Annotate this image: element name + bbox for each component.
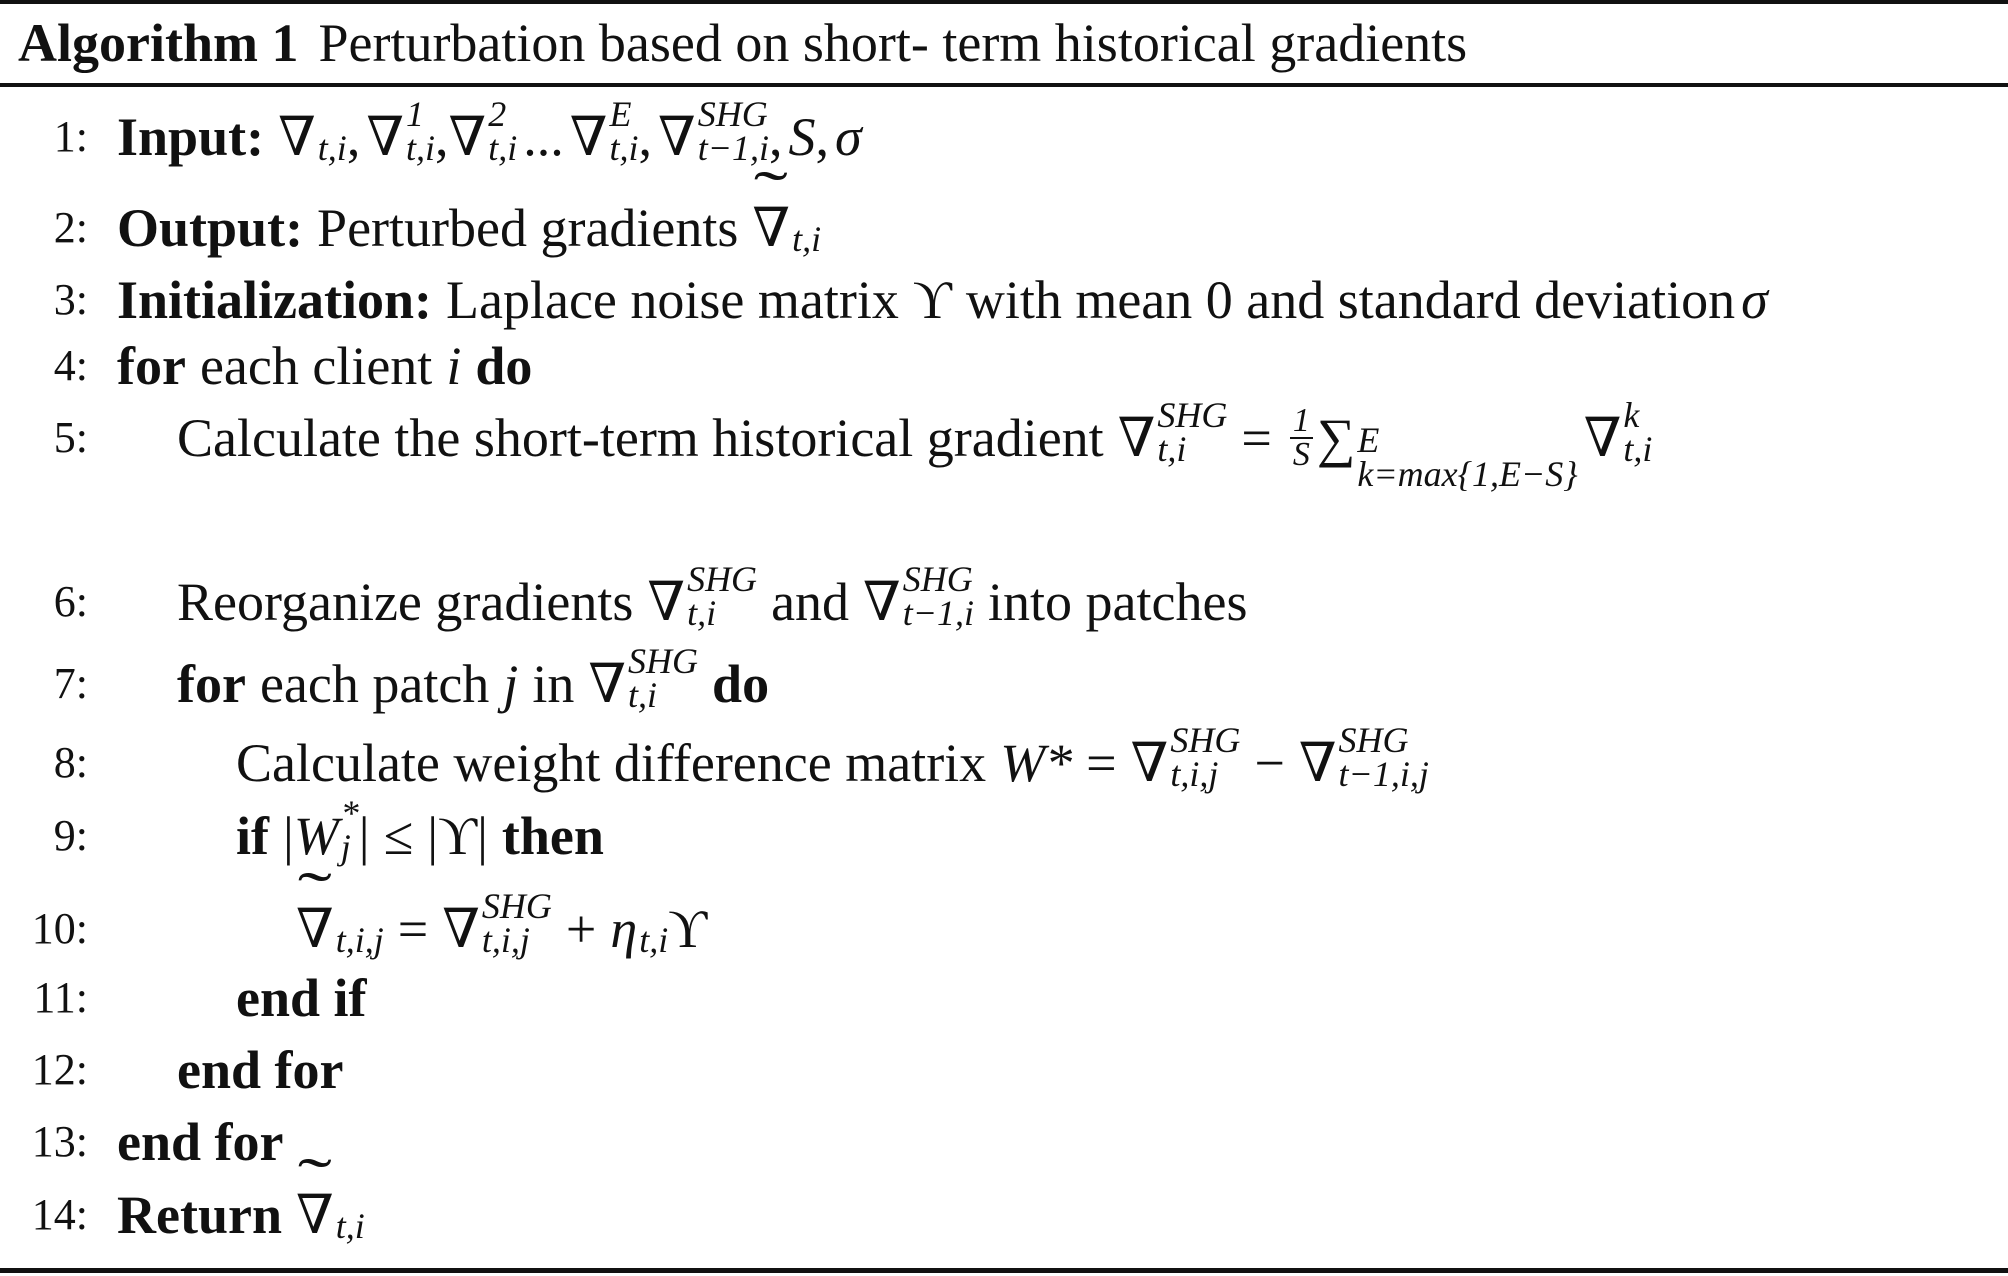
line-number: 10:	[31, 904, 88, 953]
line-content: if | W * j | ≤ |ϒ| then	[236, 800, 604, 872]
line-number: 8:	[53, 738, 88, 787]
line-content: end if	[236, 968, 367, 1028]
output-keyword: Output:	[117, 198, 304, 258]
bottom-rule	[0, 1268, 2008, 1273]
perturbed-gradient-symbol: ˜ ∇ t,i	[752, 192, 821, 264]
input-keyword: Input:	[117, 107, 265, 167]
line-content: Calculate the short-term historical gradient ∇ SHG t,i = $\frac{1}{S}$ ∑ E k=max{1,E−S} ∇ k t,i	[177, 395, 1653, 494]
line-number: 12:	[31, 1045, 88, 1094]
eta-symbol: η t,i	[610, 899, 669, 960]
line-number: 1:	[53, 112, 88, 161]
line-content: end for	[117, 1112, 284, 1172]
line-content: Reorganize gradients ∇ SHG t,i and ∇ SHG t−1,i into patches	[177, 566, 1247, 638]
line-content: for each client i do	[117, 336, 533, 396]
shg-gradient-symbol: ∇ SHG t,i,j	[442, 886, 552, 960]
algorithm-title: Perturbation based on short- term historical gradients	[318, 13, 1468, 73]
gradient-symbol: ∇ E t,i	[569, 94, 639, 168]
line-number: 4:	[53, 341, 88, 390]
line-number: 9:	[53, 811, 88, 860]
line-content: Output: Perturbed gradients ˜ ∇ t,i	[117, 192, 821, 264]
algorithm-line-7	[0, 641, 2008, 720]
algorithm-line-2	[0, 192, 2008, 264]
algorithm-line-8	[0, 720, 2008, 799]
line-number: 2:	[53, 203, 88, 252]
line-number: 13:	[31, 1117, 88, 1166]
algorithm-line-14	[0, 1179, 2008, 1251]
weight-diff-symbol: W * j	[293, 793, 359, 867]
shg-gradient-symbol: ∇ SHG t−1,i	[863, 559, 975, 633]
gradient-symbol: ∇ 1 t,i	[366, 94, 436, 168]
line-content: Return ˜ ∇ t,i	[117, 1179, 365, 1251]
algorithm-caption	[18, 6, 1467, 80]
line-number: 5:	[53, 413, 88, 462]
shg-gradient-symbol: ∇ SHG t,i	[588, 641, 699, 715]
gradient-symbol: ∇ t,i	[278, 107, 347, 168]
gradient-symbol: ∇ k t,i	[1583, 395, 1653, 469]
initialization-keyword: Initialization:	[117, 270, 433, 330]
gradient-symbol: ∇ SHG t−1,i	[658, 94, 770, 168]
algorithm-line-6	[0, 559, 2008, 638]
shg-gradient-symbol: ∇ SHG t,i	[1117, 395, 1228, 469]
shg-gradient-symbol: ∇ SHG t−1,i,j	[1298, 720, 1429, 794]
algorithm-line-3	[0, 264, 2008, 336]
line-number: 7:	[53, 659, 88, 708]
line-number: 3:	[53, 275, 88, 324]
algorithm-line-10	[0, 886, 2008, 965]
top-rule	[0, 0, 2008, 4]
algorithm-line-4	[0, 330, 2008, 402]
perturbed-gradient-symbol: ˜ ∇ t,i,j	[296, 893, 384, 965]
algorithm-line-11	[0, 962, 2008, 1034]
line-number: 11:	[33, 973, 88, 1022]
caption-rule	[0, 83, 2008, 87]
line-content: for each patch j in ∇ SHG t,i do	[177, 648, 769, 720]
line-content: Input: ∇ t,i , ∇ 1 t,i , ∇ 2 t,i ... ∇ E t,i , ∇ SHG t−1,i , S, σ	[117, 101, 862, 173]
algorithm-line-12	[0, 1034, 2008, 1106]
line-content: Initialization: Laplace noise matrix ϒ with mean 0 and standard deviation σ	[117, 270, 1768, 330]
line-number: 14:	[31, 1190, 88, 1239]
line-content: end for	[177, 1040, 344, 1100]
shg-gradient-symbol: ∇ SHG t,i,j	[1130, 720, 1241, 794]
line-content: ˜ ∇ t,i,j = ∇ SHG t,i,j + η t,i ϒ	[296, 893, 707, 965]
algorithm-line-5	[0, 395, 2008, 494]
line-content: Calculate weight difference matrix W* = ∇ SHG t,i,j − ∇ SHG t−1,i,j	[236, 727, 1429, 799]
shg-gradient-symbol: ∇ SHG t,i	[647, 559, 758, 633]
line-number: 6:	[53, 577, 88, 626]
algorithm-line-1	[0, 94, 2008, 173]
algorithm-label: Algorithm 1	[18, 13, 299, 73]
perturbed-gradient-symbol: ˜ ∇ t,i	[296, 1179, 365, 1251]
fraction: $\frac{1}{S}$	[1290, 405, 1313, 471]
gradient-symbol: ∇ 2 t,i	[448, 94, 518, 168]
